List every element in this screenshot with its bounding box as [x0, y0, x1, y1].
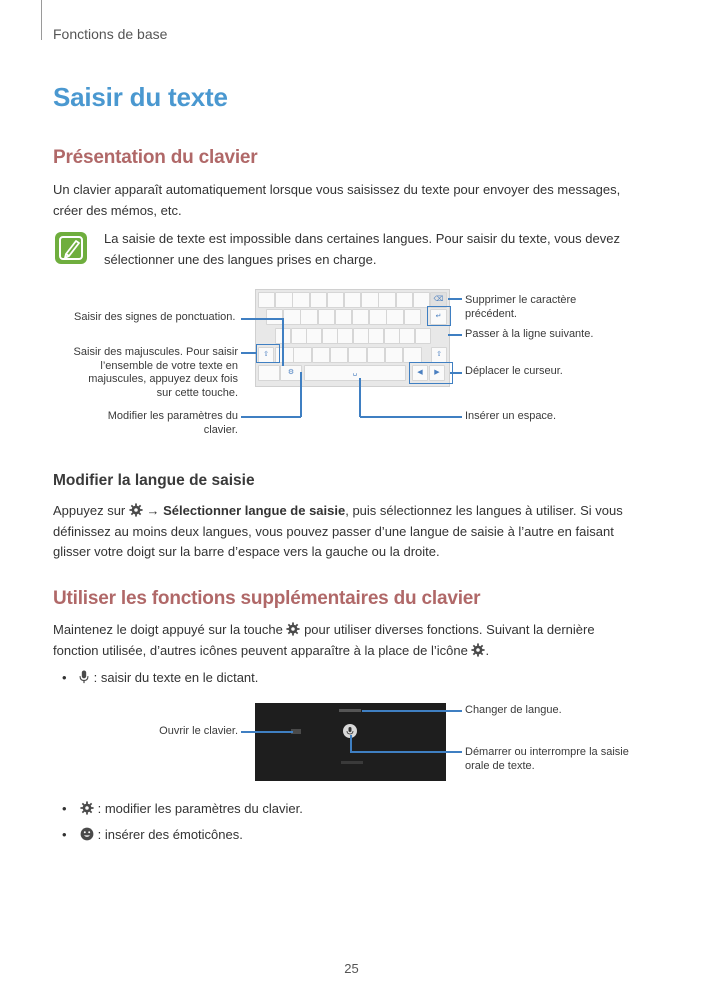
callout-change-language: Changer de langue. [465, 704, 562, 716]
keyboard-key [330, 347, 349, 363]
line-cursor [450, 372, 462, 374]
heading-extra-functions: Utiliser les fonctions supplémentaires du clavier [53, 588, 481, 609]
emoticon-icon [80, 827, 94, 841]
shift-key: ⇧ [258, 347, 274, 363]
line-start-stop [350, 751, 462, 753]
keyboard-key [369, 309, 386, 325]
delete-highlight [427, 306, 451, 326]
callout-space: Insérer un espace. [465, 410, 557, 422]
keyboard-key [352, 309, 369, 325]
bullet-dot: • [62, 670, 67, 685]
heading-keyboard-overview: Présentation du clavier [53, 147, 258, 168]
key-blank [258, 365, 280, 381]
keyboard-key [368, 328, 384, 344]
line-settings [241, 416, 301, 418]
bullet-settings: : modifier les paramètres du clavier. [80, 801, 303, 816]
keyboard-key [283, 309, 300, 325]
keyboard-key [312, 347, 331, 363]
line-delete [448, 298, 462, 300]
status-label [341, 761, 363, 764]
callout-punctuation: Saisir des signes de ponctuation. [74, 311, 236, 323]
callout-start-stop: Démarrer ou interrompre la saisie orale de texte. [465, 746, 629, 772]
line-newline [448, 334, 462, 336]
keyboard-key [318, 309, 335, 325]
section-label: Fonctions de base [53, 26, 168, 42]
keyboard-key [310, 292, 327, 308]
bullet-dot: • [62, 801, 67, 816]
keyboard-key [337, 328, 353, 344]
enter-key: ↵ [430, 309, 447, 325]
heading-change-language: Modifier la langue de saisie [53, 472, 255, 489]
callout-settings: Modifier les paramètres du clavier. [107, 410, 238, 436]
keyboard-key [348, 347, 367, 363]
line-change-language [362, 710, 462, 712]
keyboard-key [258, 292, 275, 308]
keyboard-key [292, 292, 309, 308]
shift-key-right: ⇧ [431, 347, 447, 363]
language-label [339, 709, 361, 712]
caps-highlight [256, 344, 280, 363]
cursor-left-key: ◀ [412, 365, 428, 381]
note-text: La saisie de texte est impossible dans certaines langues. Pour saisir du texte, vous devez sélectionner une des langues prises en charge. [104, 231, 620, 267]
keyboard-key [266, 309, 283, 325]
keyboard-key [322, 328, 338, 344]
keyboard-key [300, 309, 317, 325]
line-space-v [359, 378, 361, 417]
callout-open-keyboard: Ouvrir le clavier. [159, 725, 238, 737]
callout-delete: Supprimer le caractère précédent. [465, 294, 577, 320]
microphone-icon [78, 670, 90, 684]
keyboard-key [306, 328, 322, 344]
keyboard-key [353, 328, 369, 344]
line-start-stop-v [350, 735, 352, 752]
callout-cursor: Déplacer le curseur. [465, 365, 563, 377]
bullet-voice: : saisir du texte en le dictant. [78, 670, 258, 685]
line-space [360, 416, 462, 418]
bullet-emoticons: : insérer des émoticônes. [80, 827, 243, 842]
keyboard-key [415, 328, 431, 344]
keyboard-key [335, 309, 352, 325]
keyboard-key [367, 347, 386, 363]
line-punctuation-v [282, 318, 284, 366]
keyboard-key [404, 309, 421, 325]
delete-key: ⌫ [430, 292, 447, 308]
gear-icon [129, 503, 143, 517]
keyboard-key [344, 292, 361, 308]
line-caps [241, 352, 257, 354]
keyboard-key [291, 328, 307, 344]
change-language-paragraph: Appuyez sur → Sélectionner langue de saisie, puis sélectionnez les langues à utiliser. Si vous définissez au moins deux langues, vous pouvez passer d’une langue de saisie à l’autre en faisant glisser votre doigt sur la barre d’espace vers la gauche ou la droite. [53, 503, 623, 559]
keyboard-key [385, 347, 404, 363]
line-open-keyboard [241, 731, 293, 733]
page-number: 25 [344, 961, 359, 976]
space-key: ␣ [304, 365, 406, 381]
inline-bold-select-language: Sélectionner langue de saisie [163, 503, 346, 518]
gear-icon [471, 643, 485, 657]
keyboard-key [396, 292, 413, 308]
gear-icon [80, 801, 94, 815]
intro-paragraph: Un clavier apparaît automatiquement lorsque vous saisissez du texte pour envoyer des messages, créer des mémos, etc. [53, 182, 621, 218]
keyboard-key [378, 292, 395, 308]
header-rule [41, 0, 42, 40]
line-punctuation [241, 318, 283, 320]
keyboard-key [293, 347, 312, 363]
note-pencil-icon [55, 232, 87, 264]
keyboard-key [361, 292, 378, 308]
keyboard-key [327, 292, 344, 308]
settings-key: ⚙ [280, 365, 302, 381]
keyboard-key [275, 292, 292, 308]
callout-caps: Saisir des majuscules. Pour saisir l’ensemble de votre texte en majuscules, appuyez deux fois sur cette touche. [73, 346, 238, 399]
cursor-right-key: ▶ [429, 365, 445, 381]
keyboard-key [384, 328, 400, 344]
callout-newline: Passer à la ligne suivante. [465, 328, 594, 340]
extra-functions-paragraph: Maintenez le doigt appuyé sur la touche pour utiliser diverses fonctions. Suivant la dernière fonction utilisée, d’autres icônes peuvent apparaître à la place de l’icône . [53, 622, 595, 658]
keyboard-key [403, 347, 422, 363]
gear-icon [286, 622, 300, 636]
bullet-dot: • [62, 827, 67, 842]
keyboard-key [386, 309, 403, 325]
page-title: Saisir du texte [53, 82, 228, 112]
cursor-highlight [409, 362, 453, 384]
keyboard-key [399, 328, 415, 344]
line-settings-v [300, 372, 302, 417]
